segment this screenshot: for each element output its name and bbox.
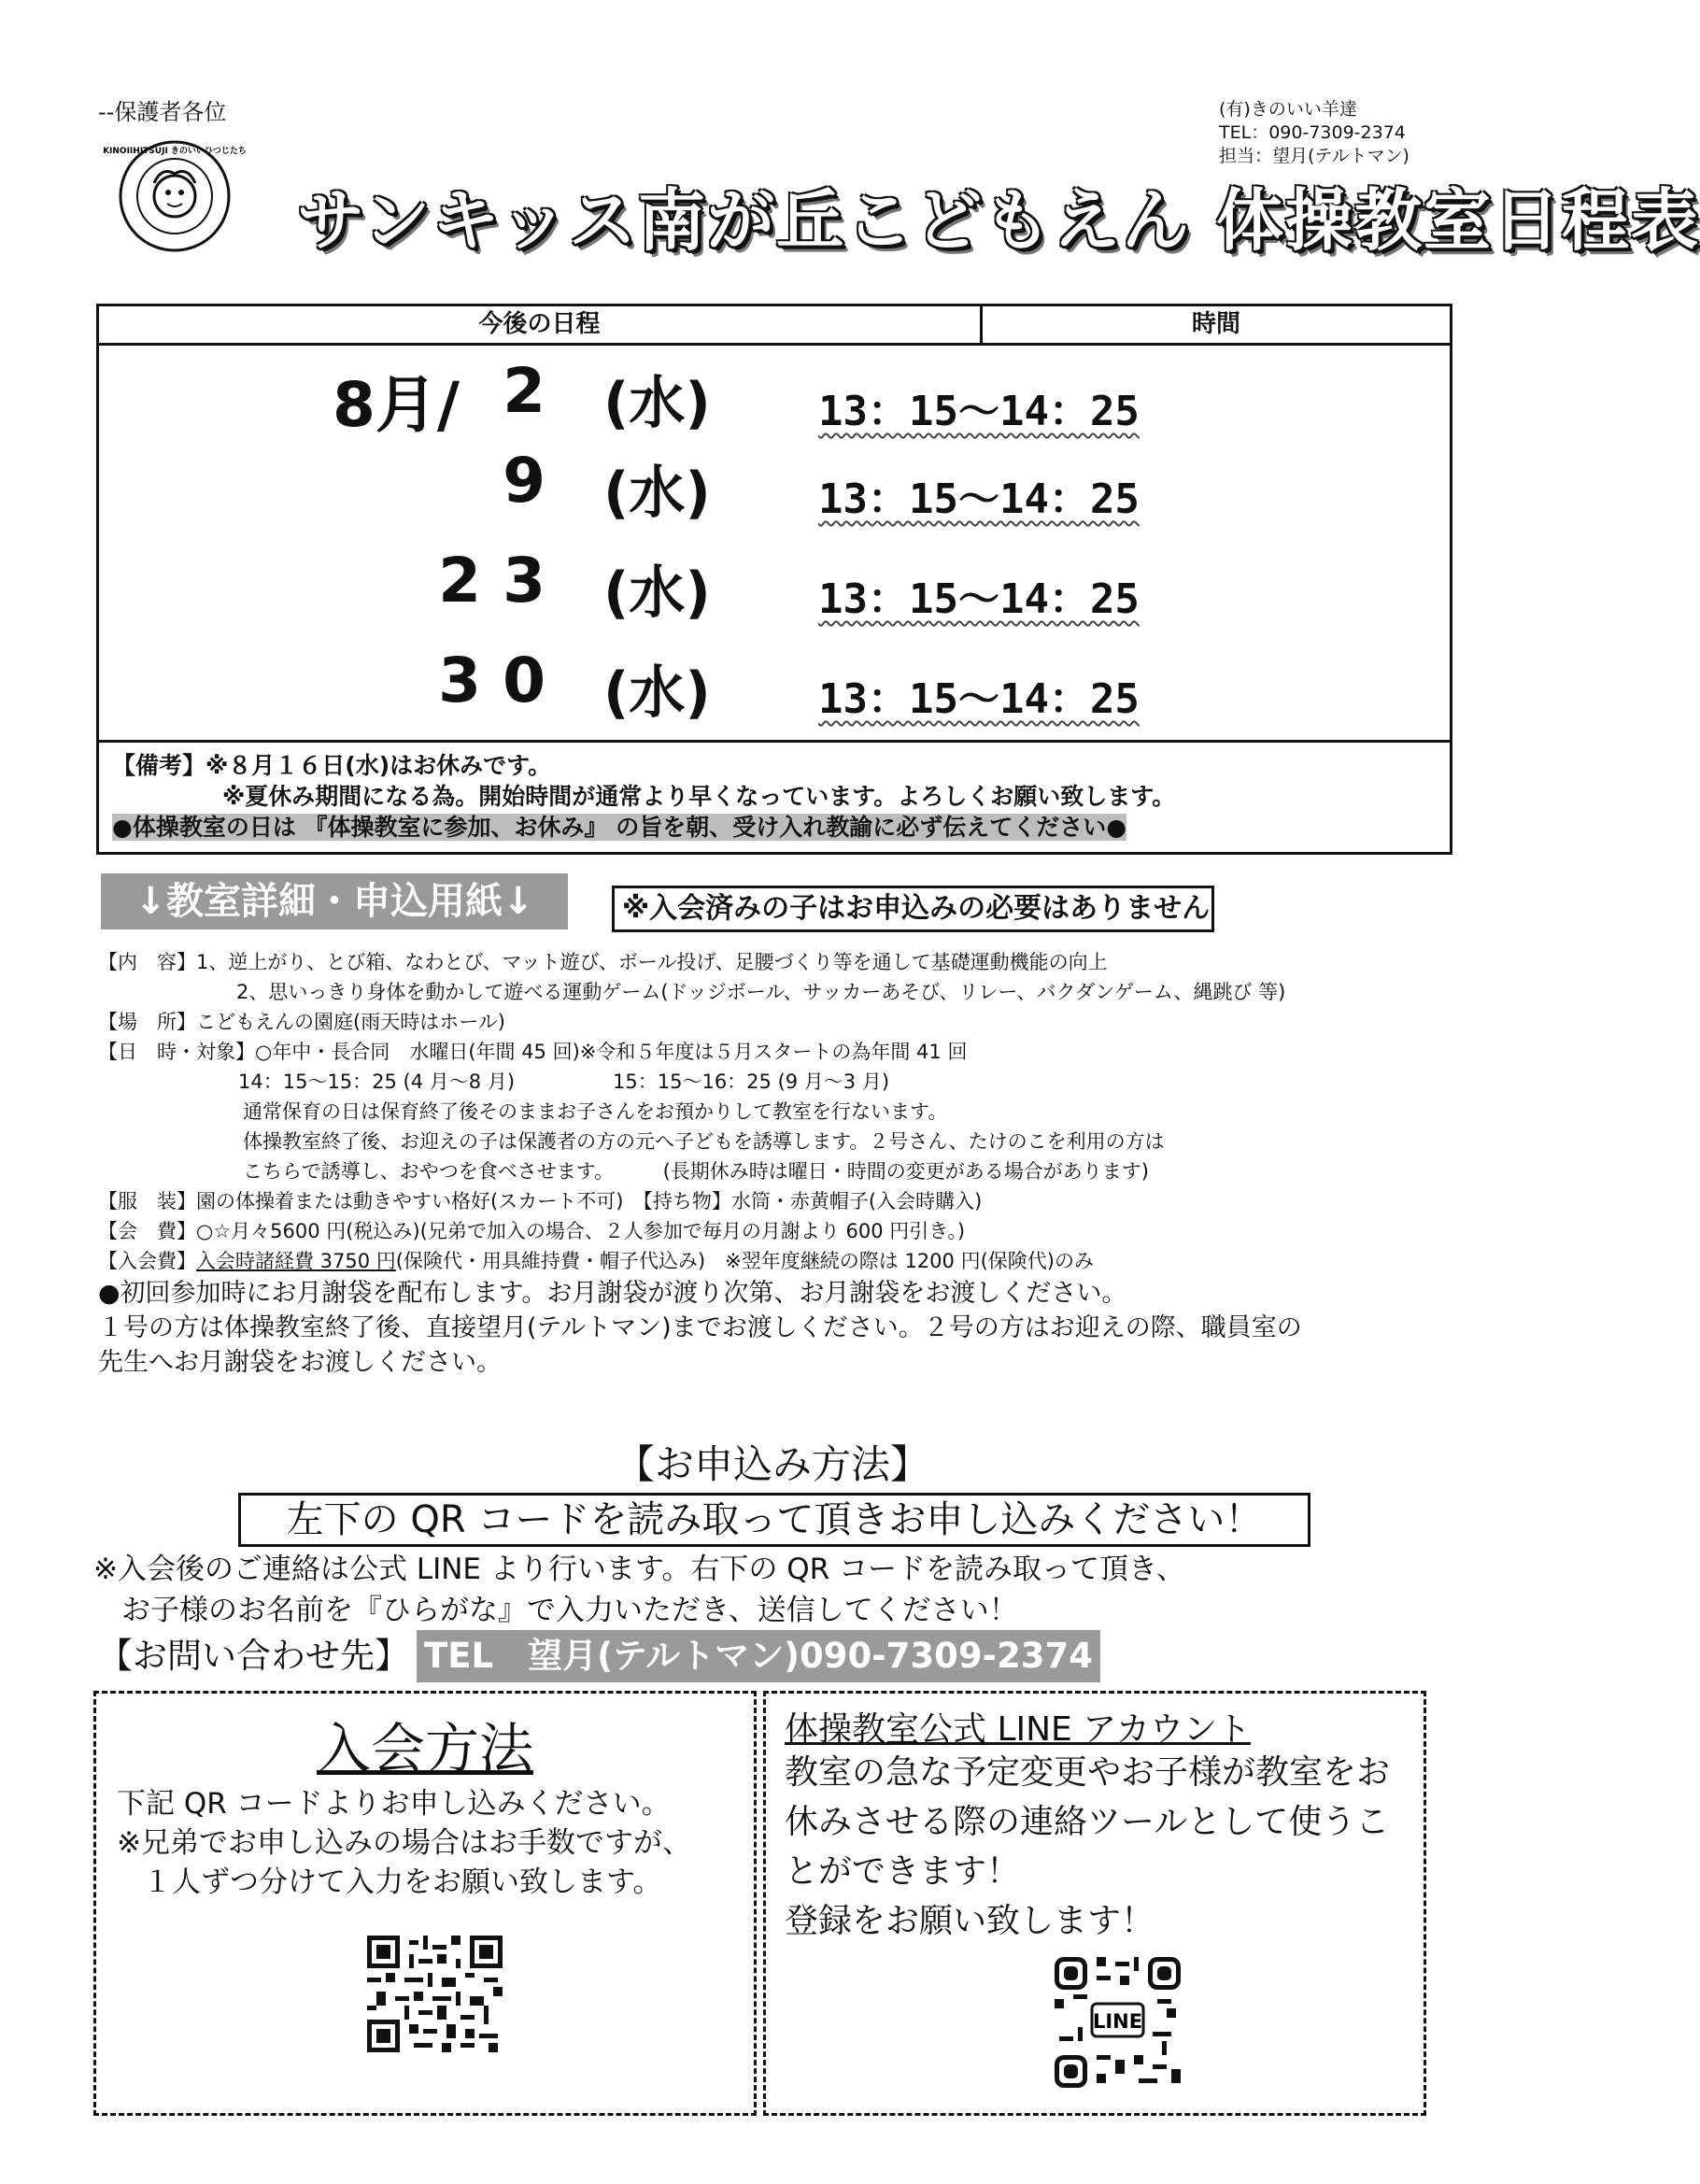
note-highlight: ●体操教室の日は 『体操教室に参加、お休み』 の旨を朝、受け入れ教諭に必ず伝えてください● (112, 814, 1127, 841)
schedule-header (99, 306, 1450, 346)
day-of-week: (水) (603, 660, 711, 726)
line-logo-text: LINE (1092, 2010, 1143, 2033)
detail-line: 【内 容】1、逆上がり、とび箱、なわとび、マット遊び、ボール投げ、足腰づくり等を通して基礎運動機能の向上 (98, 951, 1108, 973)
join-line: １人ずつ分けて入力をお願い致します。 (143, 1865, 662, 1899)
line-note-2: お子様のお名前を『ひらがな』で入力いただき、送信してください！ (121, 1594, 1018, 1627)
page-title: サンキッス南が丘こどもえん 体操教室日程表 (297, 181, 1700, 260)
line-qr-code[interactable] (1055, 1957, 1181, 2088)
no-application-note: ※入会済みの子はお申込みの必要はありません (612, 886, 1214, 932)
detail-line: ●初回参加時にお月謝袋を配布します。お月謝袋が渡り次第、お月謝袋をお渡しください。 (98, 1279, 1127, 1308)
detail-line: 2、思いっきり身体を動かして遊べる運動ゲーム(ドッジボール、サッカーあそび、リレー、バクダンゲーム、縄跳び 等) (236, 981, 1286, 1003)
apply-title: 【お申込み方法】 (615, 1441, 929, 1487)
detail-line: 【場 所】こどもえんの園庭(雨天時はホール) (98, 1011, 505, 1033)
note-line: 【備考】※８月１６日(水)はお休みです。 (112, 752, 552, 779)
day-of-week: (水) (603, 371, 711, 436)
company-contact: 担当：望月(テルトマン) (1219, 146, 1410, 166)
detail-line: 通常保育の日は保育終了後そのままお子さんをお預かりして教室を行ないます。 (243, 1100, 948, 1123)
detail-line: 【会 費】○☆月々5600 円(税込み)(兄弟で加入の場合、２人参加で毎月の月謝より 600 円引き。) (98, 1220, 966, 1242)
detail-line: 【服 装】園の体操着または動きやすい格好(スカート不可) 【持ち物】水筒・赤黄帽子(入会時購入) (98, 1190, 983, 1213)
detail-line: 体操教室終了後、お迎えの子は保護者の方の元へ子どもを誘導します。２号さん、たけのこを利用の方は (243, 1130, 1165, 1153)
company-info (1219, 98, 1410, 168)
detail-line: 先生へお月謝袋をお渡しください。 (98, 1348, 502, 1377)
schedule-row (99, 545, 1450, 638)
schedule-row (99, 445, 1450, 538)
line-account-text: 教室の急な予定変更やお子様が教室をお休みさせる際の連絡ツールとして使うことができます！ (785, 1753, 1391, 1891)
addressee: --保護者各位 (98, 99, 227, 125)
col-time-header: 時間 (1191, 310, 1240, 338)
line-note (93, 1549, 1185, 1631)
contact-row (98, 1630, 1100, 1682)
day-of-week: (水) (603, 461, 711, 526)
notes-box (96, 743, 1452, 855)
time-range: 13：15〜14：25 (818, 388, 1140, 435)
company-name: (有)きのいい羊達 (1219, 99, 1357, 120)
day-number: 2 3 (438, 545, 545, 617)
schedule-table (96, 304, 1452, 743)
class-details (98, 947, 1452, 1380)
day-number: 9 (503, 445, 545, 517)
join-method-body (117, 1784, 691, 1902)
day-of-week: (水) (603, 560, 711, 626)
day-number: 3 0 (438, 645, 545, 716)
details-tag: ↓教室詳細・申込用紙↓ (101, 873, 568, 929)
qr-instruction: 左下の QR コードを読み取って頂きお申し込みください！ (238, 1493, 1310, 1547)
schedule-row (99, 351, 1450, 445)
sheep-logo (103, 138, 247, 255)
line-account-text: 登録をお願い致します！ (785, 1902, 1155, 1940)
detail-line: こちらで誘導し、おやつを食べさせます。 (長期休み時は曜日・時間の変更がある場合があります) (243, 1160, 1149, 1183)
col-date-header: 今後の日程 (99, 306, 983, 343)
note-line (112, 812, 1437, 843)
detail-line: 14：15〜15：25 (4 月〜8 月) 15：15〜16：25 (9 月〜3 月) (238, 1071, 890, 1093)
join-method-heading: 入会方法 (316, 1717, 533, 1780)
detail-line (98, 1246, 1452, 1276)
company-tel: TEL：090-7309-2374 (1219, 122, 1406, 143)
detail-line: 【日 時・対象】○年中・長合同 水曜日(年間 45 回)※令和５年度は５月スタートの為年間 41 回 (98, 1041, 968, 1063)
note-line: ※夏休み期間になる為。開始時間が通常より早くなっています。よろしくお願い致します。 (222, 783, 1176, 810)
join-line: ※兄弟でお申し込みの場合はお手数ですが、 (117, 1826, 691, 1860)
line-account-heading: 体操教室公式 LINE アカウント (785, 1710, 1251, 1749)
join-line: 下記 QR コードよりお申し込みください。 (117, 1787, 671, 1821)
entry-fee: 入会時諸経費 3750 円 (196, 1250, 396, 1272)
logo-text: KINOIIHITSUJI きのいいひつじたち (103, 147, 247, 156)
time-range: 13：15〜14：25 (818, 475, 1140, 523)
month-label: 8月/ (333, 369, 460, 441)
line-note-1: ※入会後のご連絡は公式 LINE より行います。右下の QR コードを読み取って頂き、 (93, 1553, 1185, 1586)
contact-tel: TEL 望月(テルトマン)090-7309-2374 (417, 1630, 1100, 1682)
day-number: 2 (503, 355, 545, 427)
contact-label: 【お問い合わせ先】 (98, 1636, 409, 1676)
detail-line: １号の方は体操教室終了後、直接望月(テルトマン)までお渡しください。２号の方はお迎えの際、職員室の (98, 1313, 1302, 1342)
time-range: 13：15〜14：25 (818, 575, 1140, 623)
schedule-row (99, 645, 1450, 738)
application-qr-code[interactable] (367, 1936, 503, 2052)
entry-rest: (保険代・用具維持費・帽子代込み) ※翌年度継続の際は 1200 円(保険代)のみ (395, 1250, 1094, 1272)
entry-label: 【入会費】 (98, 1250, 196, 1272)
time-range: 13：15〜14：25 (818, 675, 1140, 723)
line-account-body (785, 1748, 1401, 1946)
